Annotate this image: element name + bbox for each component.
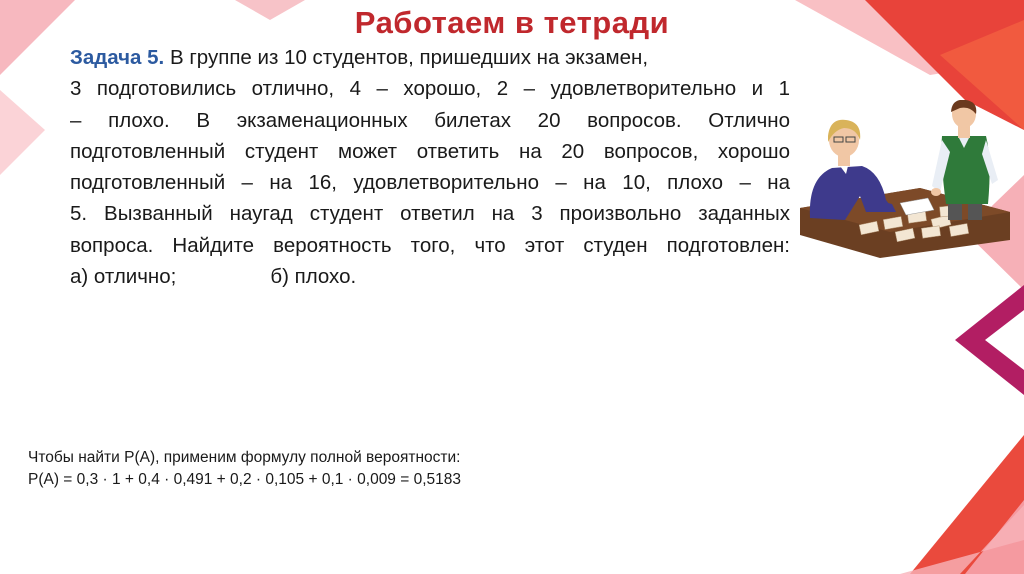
answer-b: б) плохо. [270, 265, 357, 289]
deco-pink-tri-left-2 [0, 90, 45, 175]
teacher-figure [810, 120, 896, 220]
problem-line-1-text: В группе из 10 студентов, пришедших на экзамен, [169, 46, 649, 69]
exam-illustration [800, 100, 1010, 260]
slide-title: Работаем в тетради [354, 5, 670, 40]
problem-line-1 [70, 42, 790, 73]
problem-line-5: подготовленный – на 16, удовлетворительно – на 10, плохо – на [70, 171, 790, 195]
answer-a: а) отлично; [70, 265, 177, 289]
solution-line-1: Чтобы найти P(A), применим формулу полной вероятности: [28, 449, 461, 466]
problem-line-4: подготовленный студент может ответить на 20 вопросов, хорошо [70, 139, 790, 163]
problem-text [70, 42, 790, 292]
problem-line-3: – плохо. В экзаменационных билетах 20 вопросов. Отлично [70, 108, 790, 132]
problem-line-2: 3 подготовились отлично, 4 – хорошо, 2 – удовлетворительно и 1 [70, 77, 790, 101]
problem-label: Задача 5. [70, 46, 165, 69]
solution-text [28, 447, 461, 491]
problem-line-6: 5. Вызванный наугад студент ответил на 3 произвольно заданных [70, 202, 790, 226]
answers-line [70, 261, 790, 292]
solution-line-2: P(A) = 0,3 · 1 + 0,4 · 0,491 + 0,2 · 0,105 + 0,1 · 0,009 = 0,5183 [28, 471, 462, 488]
problem-line-7: вопроса. Найдите вероятность того, что этот студен подготовлен: [70, 233, 790, 257]
deco-magenta-chevron [955, 285, 1024, 395]
